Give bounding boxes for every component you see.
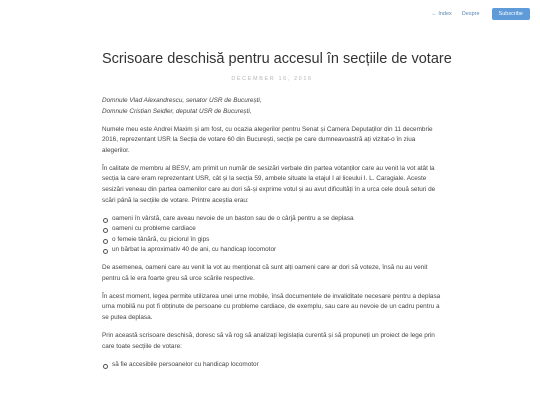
list-item: oameni în vârstă, care aveau nevoie de un baston sau de o cârjă pentru a se deplasa bbox=[102, 214, 442, 225]
addressee-line: Domnule Cristian Seidler, deputat USR de București, bbox=[102, 107, 252, 115]
list-item: să fie accesibile persoanelor cu handicap locomotor bbox=[102, 360, 442, 371]
paragraph-law: În acest moment, legea permite utilizarea unei urne mobile, însă documentele de invaliditate necesare pentru a deplasa urna mobilă nu pot fi obținute de persoane cu probleme cardiace, de exemplu, sau care au nevoie de un cadru pentru a se putea deplasa. bbox=[102, 292, 441, 322]
article-title: Scrisoare deschisă pentru accesul în secțiile de votare bbox=[102, 51, 452, 67]
top-navigation bbox=[431, 8, 530, 20]
request-list bbox=[102, 360, 442, 371]
complaints-list bbox=[102, 214, 442, 256]
paragraph-others: De asemenea, oameni care au venit la vot au menționat că sunt alți oameni care ar dori să voteze, însă nu au venit pentru că le era foarte greu să urce scările respective. bbox=[102, 264, 428, 282]
addressee-line: Domnule Vlad Alexandrescu, senator USR de București, bbox=[102, 97, 262, 104]
article-date: DECEMBER 16, 2016 bbox=[231, 76, 313, 82]
nav-despre-link[interactable]: Despre bbox=[461, 11, 480, 17]
article-body bbox=[102, 96, 442, 370]
article bbox=[102, 0, 452, 378]
paragraph-complaints: În calitate de membru al BESV, am primit un număr de sesizări verbale din partea votanților care au venit la vot atât la secția la care eram reprezentant USR, cât și la secția 59, ambele situate la etajul I al liceului I. L. Caragiale. Aceste sesizări veneau din partea oamenilor care au dori să-și exprime votul și au avut dificultăți în a urca cele două seturi de scări până la secțiile de votare. Printre aceștia erau: bbox=[102, 164, 436, 204]
paragraph-intro: Numele meu este Andrei Maxim și am fost, cu ocazia alegerilor pentru Senat și Camera Deputaților din 11 decembrie 2016, reprezentant USR la Secția de votare 60 din București, secție pe care dumneavoastră ați vizitat-o în ziua alegerilor. bbox=[102, 125, 433, 154]
addressee-block bbox=[102, 96, 442, 117]
paragraph-request: Prin această scrisoare deschisă, doresc să vă rog să analizați legislația curentă și să propuneți un proiect de lege prin care toate secțiile de votare: bbox=[102, 332, 435, 350]
subscribe-button[interactable]: Subscribe bbox=[492, 8, 530, 20]
list-item: oameni cu probleme cardiace bbox=[102, 224, 442, 235]
list-item: un bărbat la aproximativ 40 de ani, cu handicap locomotor bbox=[102, 245, 442, 256]
nav-index-link[interactable]: ← Index bbox=[431, 11, 452, 17]
list-item: o femeie tânără, cu piciorul în gips bbox=[102, 235, 442, 246]
